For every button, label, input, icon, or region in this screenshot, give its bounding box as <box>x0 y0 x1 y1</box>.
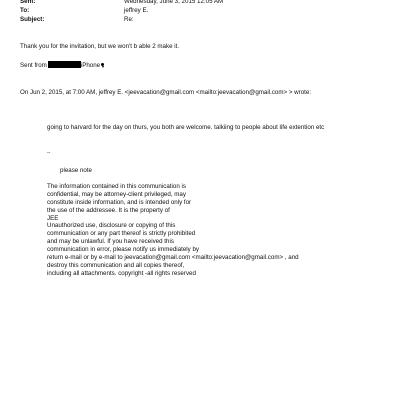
sent-value: Wednesday, June 3, 2015 12:05 AM <box>124 0 224 5</box>
quoted-message: going to harvard for the day on thurs, you both are welcome. talkiing to people about life extention etc <box>47 124 325 131</box>
sent-from-prefix: Sent from <box>20 62 47 69</box>
sent-from-line <box>20 61 104 69</box>
to-label: To: <box>20 7 30 14</box>
subject-value: Re: <box>124 16 134 23</box>
please-note: please note <box>60 167 92 174</box>
signature-separator: -- <box>47 150 51 156</box>
sent-from-suffix: iPhone <box>80 62 101 69</box>
to-value: jeffrey E. <box>124 7 149 14</box>
confidentiality-disclaimer <box>47 183 347 278</box>
disclaimer-line: communication or any part thereof is strictly prohibited <box>47 230 196 238</box>
reply-text: Thank you for the invitation, but we won't b able 2 make it. <box>20 43 180 50</box>
disclaimer-line: confidential, may be attorney-client privileged, may <box>47 190 186 198</box>
sent-label: Sent: <box>20 0 36 5</box>
disclaimer-line: and may be unlawful. If you have received this <box>47 238 174 246</box>
disclaimer-line: JEE <box>47 214 59 222</box>
disclaimer-line: Unauthorized use, disclosure or copying of this <box>47 222 176 230</box>
quote-header: On Jun 2, 2015, at 7:00 AM, jeffrey E. <jeevacation@gmail.com <mailto:jeevacation@gmail.com> > wrote: <box>20 89 312 96</box>
disclaimer-line: the use of the addressee. It is the property of <box>47 206 170 214</box>
redaction-block <box>48 61 81 68</box>
disclaimer-line: The information contained in this communication is <box>47 183 186 190</box>
disclaimer-line: return e-mail or by e-mail to jeevacation@gmail.com <mailto:jeevacation@gmail.com> , and <box>47 254 299 262</box>
disclaimer-line: including all attachments. copyright -all rights reserved <box>47 269 196 277</box>
subject-label: Subject: <box>20 16 45 23</box>
disclaimer-line: destroy this communication and all copies thereof, <box>47 261 185 269</box>
disclaimer-line: constitute inside information, and is intended only for <box>47 198 192 206</box>
location-pin-icon <box>101 63 104 66</box>
disclaimer-line: communication in error, please notify us immediately by <box>47 246 200 254</box>
